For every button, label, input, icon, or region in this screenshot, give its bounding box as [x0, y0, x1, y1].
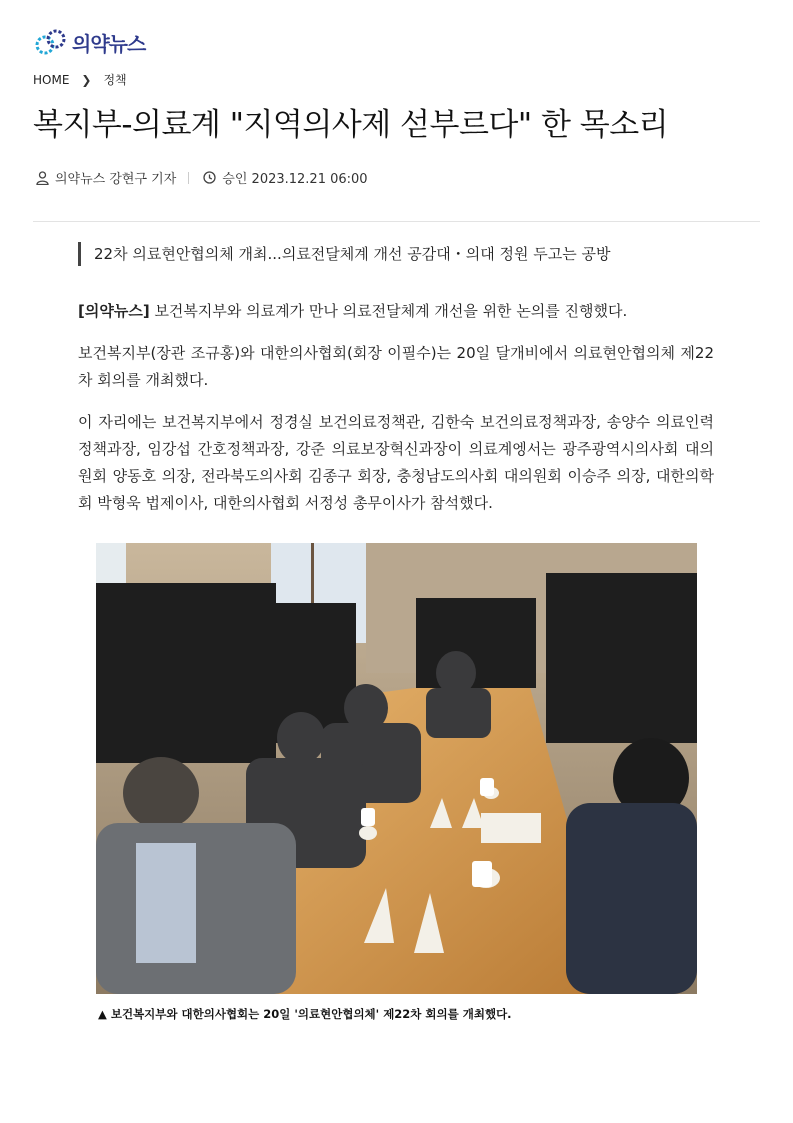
site-logo[interactable] — [34, 27, 145, 57]
article-body — [78, 298, 714, 532]
lead-paragraph — [78, 298, 714, 325]
article-subtitle: 22차 의료현안협의체 개최...의료전달체계 개선 공감대・의대 정원 두고는 공방 — [78, 242, 610, 266]
breadcrumb — [33, 71, 127, 88]
breadcrumb-home[interactable]: HOME — [33, 72, 70, 87]
header-divider — [33, 221, 760, 222]
logo-text: 의약뉴스 — [72, 31, 146, 56]
paragraph-3: 이 자리에는 보건복지부에서 정경실 보건의료정책관, 김한숙 보건의료정책과장, 송양수 의료인력정책과장, 임강섭 간호정책과장, 강준 의료보장혁신과장이 의료계엥서는 광주광역시의사회 대의원회 양동호 의장, 전라북도의사회 김종구 회장, 충청남도의사회 대의원회 이승주 의장, 대한의학회 박형욱 법제이사, 대한의사협회 서정성 총무이사가 참석했다. — [78, 413, 714, 512]
meta-divider — [188, 172, 189, 184]
photo-caption: ▲ 보건복지부와 대한의사협회는 20일 '의료현안협의체' 제22차 회의를 개최했다. — [98, 1007, 512, 1021]
breadcrumb-section[interactable]: 정책 — [103, 73, 127, 87]
article-meta — [36, 168, 368, 187]
lead-text: 보건복지부와 의료계가 만나 의료전달체계 개선을 위한 논의를 진행했다. — [149, 302, 628, 320]
logo-mark-icon — [34, 27, 68, 57]
lead-source: [의약뉴스] — [78, 302, 150, 320]
article-title: 복지부-의료계 "지역의사제 섣부르다" 한 목소리 — [33, 107, 669, 143]
approved-date: 승인 2023.12.21 06:00 — [222, 172, 368, 187]
meeting-photo-illustration — [96, 543, 697, 994]
paragraph-2: 보건복지부(장관 조규홍)와 대한의사협회(회장 이필수)는 20일 달개비에서 의료현안협의체 제22차 회의를 개최했다. — [78, 344, 714, 389]
chevron-right-icon: ❯ — [81, 72, 92, 87]
clock-icon — [203, 171, 216, 184]
user-icon — [36, 171, 49, 185]
article-photo — [96, 543, 697, 994]
author-name: 의약뉴스 강현구 기자 — [55, 172, 177, 187]
